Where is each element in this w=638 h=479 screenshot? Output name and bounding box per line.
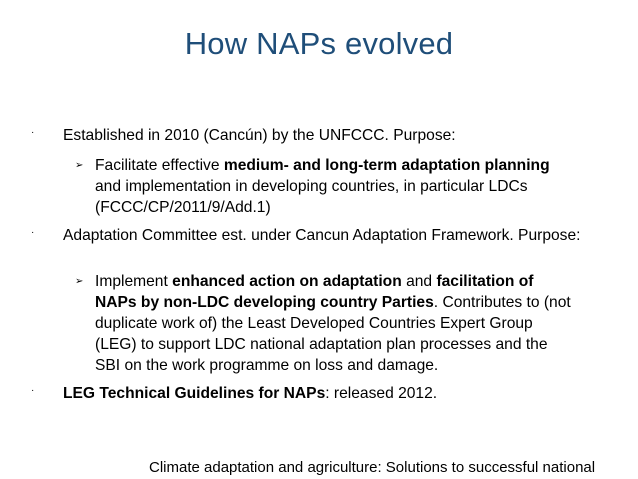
- sub-text-bold: enhanced action on adaptation: [172, 273, 402, 290]
- bullet-item: [31, 383, 583, 404]
- bullet-text-bold: LEG Technical Guidelines for NAPs: [63, 385, 326, 402]
- bullet-item: [31, 125, 583, 146]
- sub-text-bold: medium- and long-term adaptation planning: [223, 157, 550, 174]
- bullet-marker: ·: [31, 385, 35, 396]
- sub-text-pre: Facilitate effective: [95, 157, 224, 174]
- sub-text-post: . Contributes to (not duplicate work of) the Least Developed Countries Expert Group (LEG) to support LDC national adaptation plan processes and the SBI on the work programme on loss and damage.: [95, 294, 571, 374]
- sub-bullet-item: [75, 155, 575, 218]
- arrow-bullet-icon: ➢: [75, 276, 84, 287]
- sub-text-bold: facilitation of NAPs by non-LDC developing country Parties: [95, 273, 534, 311]
- bullet-marker: ·: [31, 127, 35, 138]
- bullet-text: Established in 2010 (Cancún) by the UNFCCC. Purpose:: [63, 127, 456, 144]
- sub-text-post: and implementation in developing countries, in particular LDCs (FCCC/CP/2011/9/Add.1): [95, 178, 528, 216]
- sub-text-pre: Implement: [95, 273, 173, 290]
- bullet-text: Adaptation Committee est. under Cancun Adaptation Framework. Purpose:: [63, 227, 581, 244]
- arrow-bullet-icon: ➢: [75, 160, 84, 171]
- bullet-item: [31, 225, 583, 246]
- sub-bullet-item: [75, 271, 575, 376]
- bullet-text: : released 2012.: [325, 385, 438, 402]
- bullet-marker: ·: [31, 227, 35, 238]
- sub-text-mid: and: [401, 273, 437, 290]
- slide-title: How NAPs evolved: [184, 26, 454, 61]
- slide-footer: Climate adaptation and agriculture: Solutions to successful national: [149, 459, 596, 476]
